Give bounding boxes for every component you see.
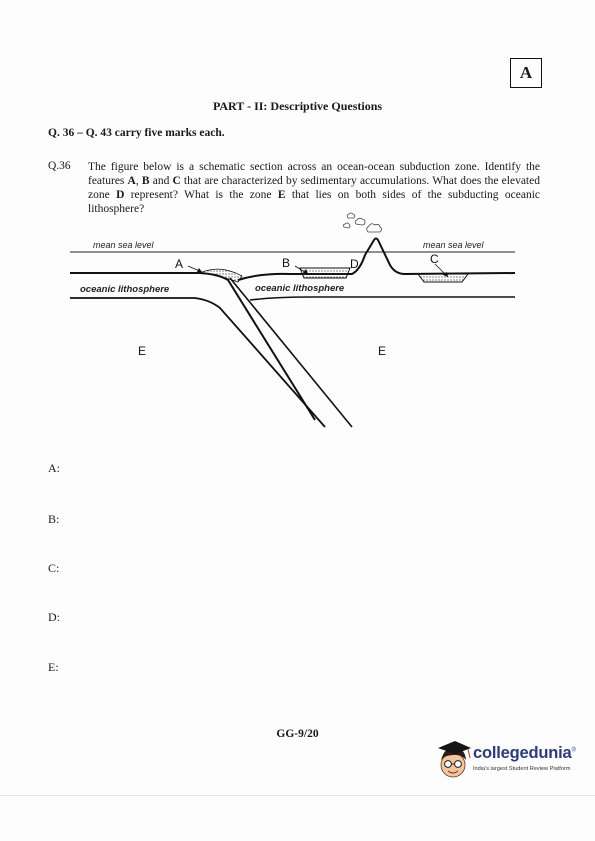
- trench-upper-surface: [70, 273, 315, 420]
- set-code-box: A: [510, 58, 542, 88]
- label-sea-level-left: mean sea level: [93, 240, 154, 250]
- label-lithosphere-left: oceanic lithosphere: [80, 284, 170, 295]
- page-code: GG-9/20: [276, 728, 319, 740]
- answer-label-d: D:: [48, 610, 60, 624]
- answer-label-c: C:: [48, 561, 60, 575]
- backarc-basin-c: [418, 274, 468, 282]
- subducting-plate-base: [70, 298, 325, 427]
- label-a: A: [175, 257, 184, 271]
- bottom-divider: [0, 795, 595, 796]
- accretionary-wedge-a: [200, 269, 242, 282]
- label-b: B: [282, 256, 291, 270]
- marks-info: Q. 36 – Q. 43 carry five marks each.: [48, 127, 225, 139]
- volcanic-plume-icon: [343, 213, 381, 232]
- question-number: Q.36: [48, 160, 71, 172]
- part-heading: PART - II: Descriptive Questions: [212, 99, 383, 113]
- question-text: The figure below is a schematic section across an ocean-ocean subduction zone. Identify the features A, B and C that are characterized by sedimentary accumulations. What does the elevated zone D represent? What is the zone E that lies on both sides of the subducting oceanic lithosphere?: [88, 161, 540, 215]
- label-sea-level-right: mean sea level: [423, 240, 484, 250]
- logo-wordmark: collegedunia®: [473, 744, 576, 762]
- label-e-left: E: [138, 344, 147, 358]
- subduction-zone-diagram: [60, 210, 530, 435]
- answer-label-b: B:: [48, 512, 60, 526]
- graduation-cap-icon: [438, 741, 471, 754]
- answer-label-a: A:: [48, 461, 60, 475]
- label-c: C: [430, 252, 439, 266]
- answer-label-e: E:: [48, 660, 59, 674]
- overriding-plate-base: [250, 297, 515, 300]
- trench-inner-wall: [230, 278, 352, 427]
- logo-tagline: India's largest Student Review Platform: [473, 766, 571, 772]
- label-e-right: E: [378, 344, 387, 358]
- label-d: D: [350, 257, 359, 271]
- label-lithosphere-mid: oceanic lithosphere: [255, 283, 345, 294]
